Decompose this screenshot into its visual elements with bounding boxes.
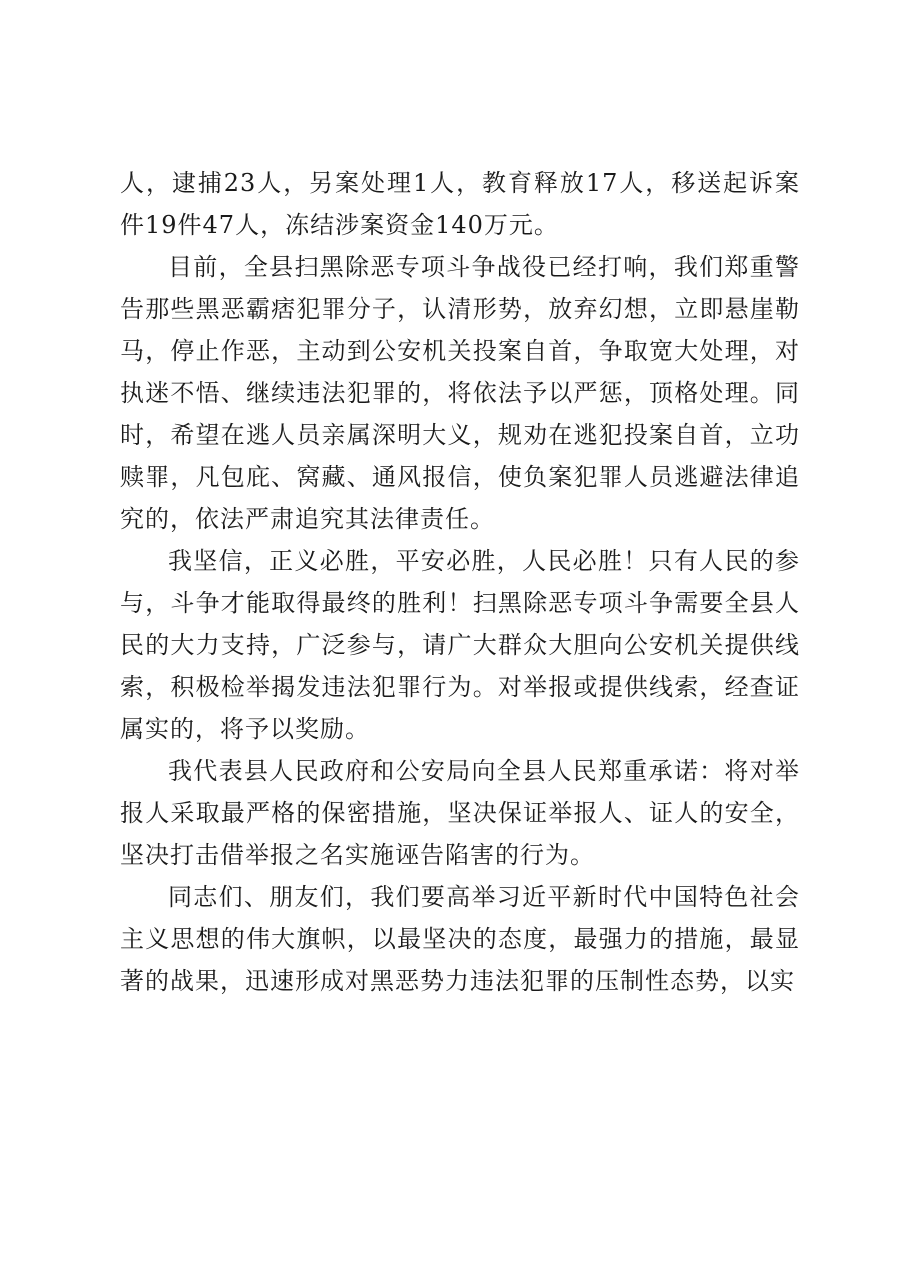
paragraph-warning: 目前，全县扫黑除恶专项斗争战役已经打响，我们郑重警告那些黑恶霸痞犯罪分子，认清形势，放弃幻想，立即悬崖勒马，停止作恶，主动到公安机关投案自首，争取宽大处理，对执迷不悟、继续违法犯罪的，将依法予以严惩，顶格处理。同时，希望在逃人员亲属深明大义，规劝在逃犯投案自首，立功赎罪，凡包庇、窝藏、通风报信，使负案犯罪人员逃避法律追究的，依法严肃追究其法律责任。 [120, 253, 800, 533]
paragraph-commitment: 我代表县人民政府和公安局向全县人民郑重承诺：将对举报人采取最严格的保密措施，坚决保证举报人、证人的安全，坚决打击借举报之名实施诬告陷害的行为。 [120, 757, 800, 869]
document-body [120, 162, 800, 1002]
paragraph-closing: 同志们、朋友们，我们要高举习近平新时代中国特色社会主义思想的伟大旗帜，以最坚决的态度，最强力的措施，最显著的战果，迅速形成对黑恶势力违法犯罪的压制性态势，以实 [120, 883, 800, 995]
paragraph-appeal: 我坚信，正义必胜，平安必胜，人民必胜！只有人民的参与，斗争才能取得最终的胜利！扫黑除恶专项斗争需要全县人民的大力支持，广泛参与，请广大群众大胆向公安机关提供线索，积极检举揭发违法犯罪行为。对举报或提供线索，经查证属实的，将予以奖励。 [120, 547, 800, 743]
paragraph-continued: 人，逮捕23人，另案处理1人，教育释放17人，移送起诉案件19件47人，冻结涉案资金140万元。 [120, 169, 800, 239]
